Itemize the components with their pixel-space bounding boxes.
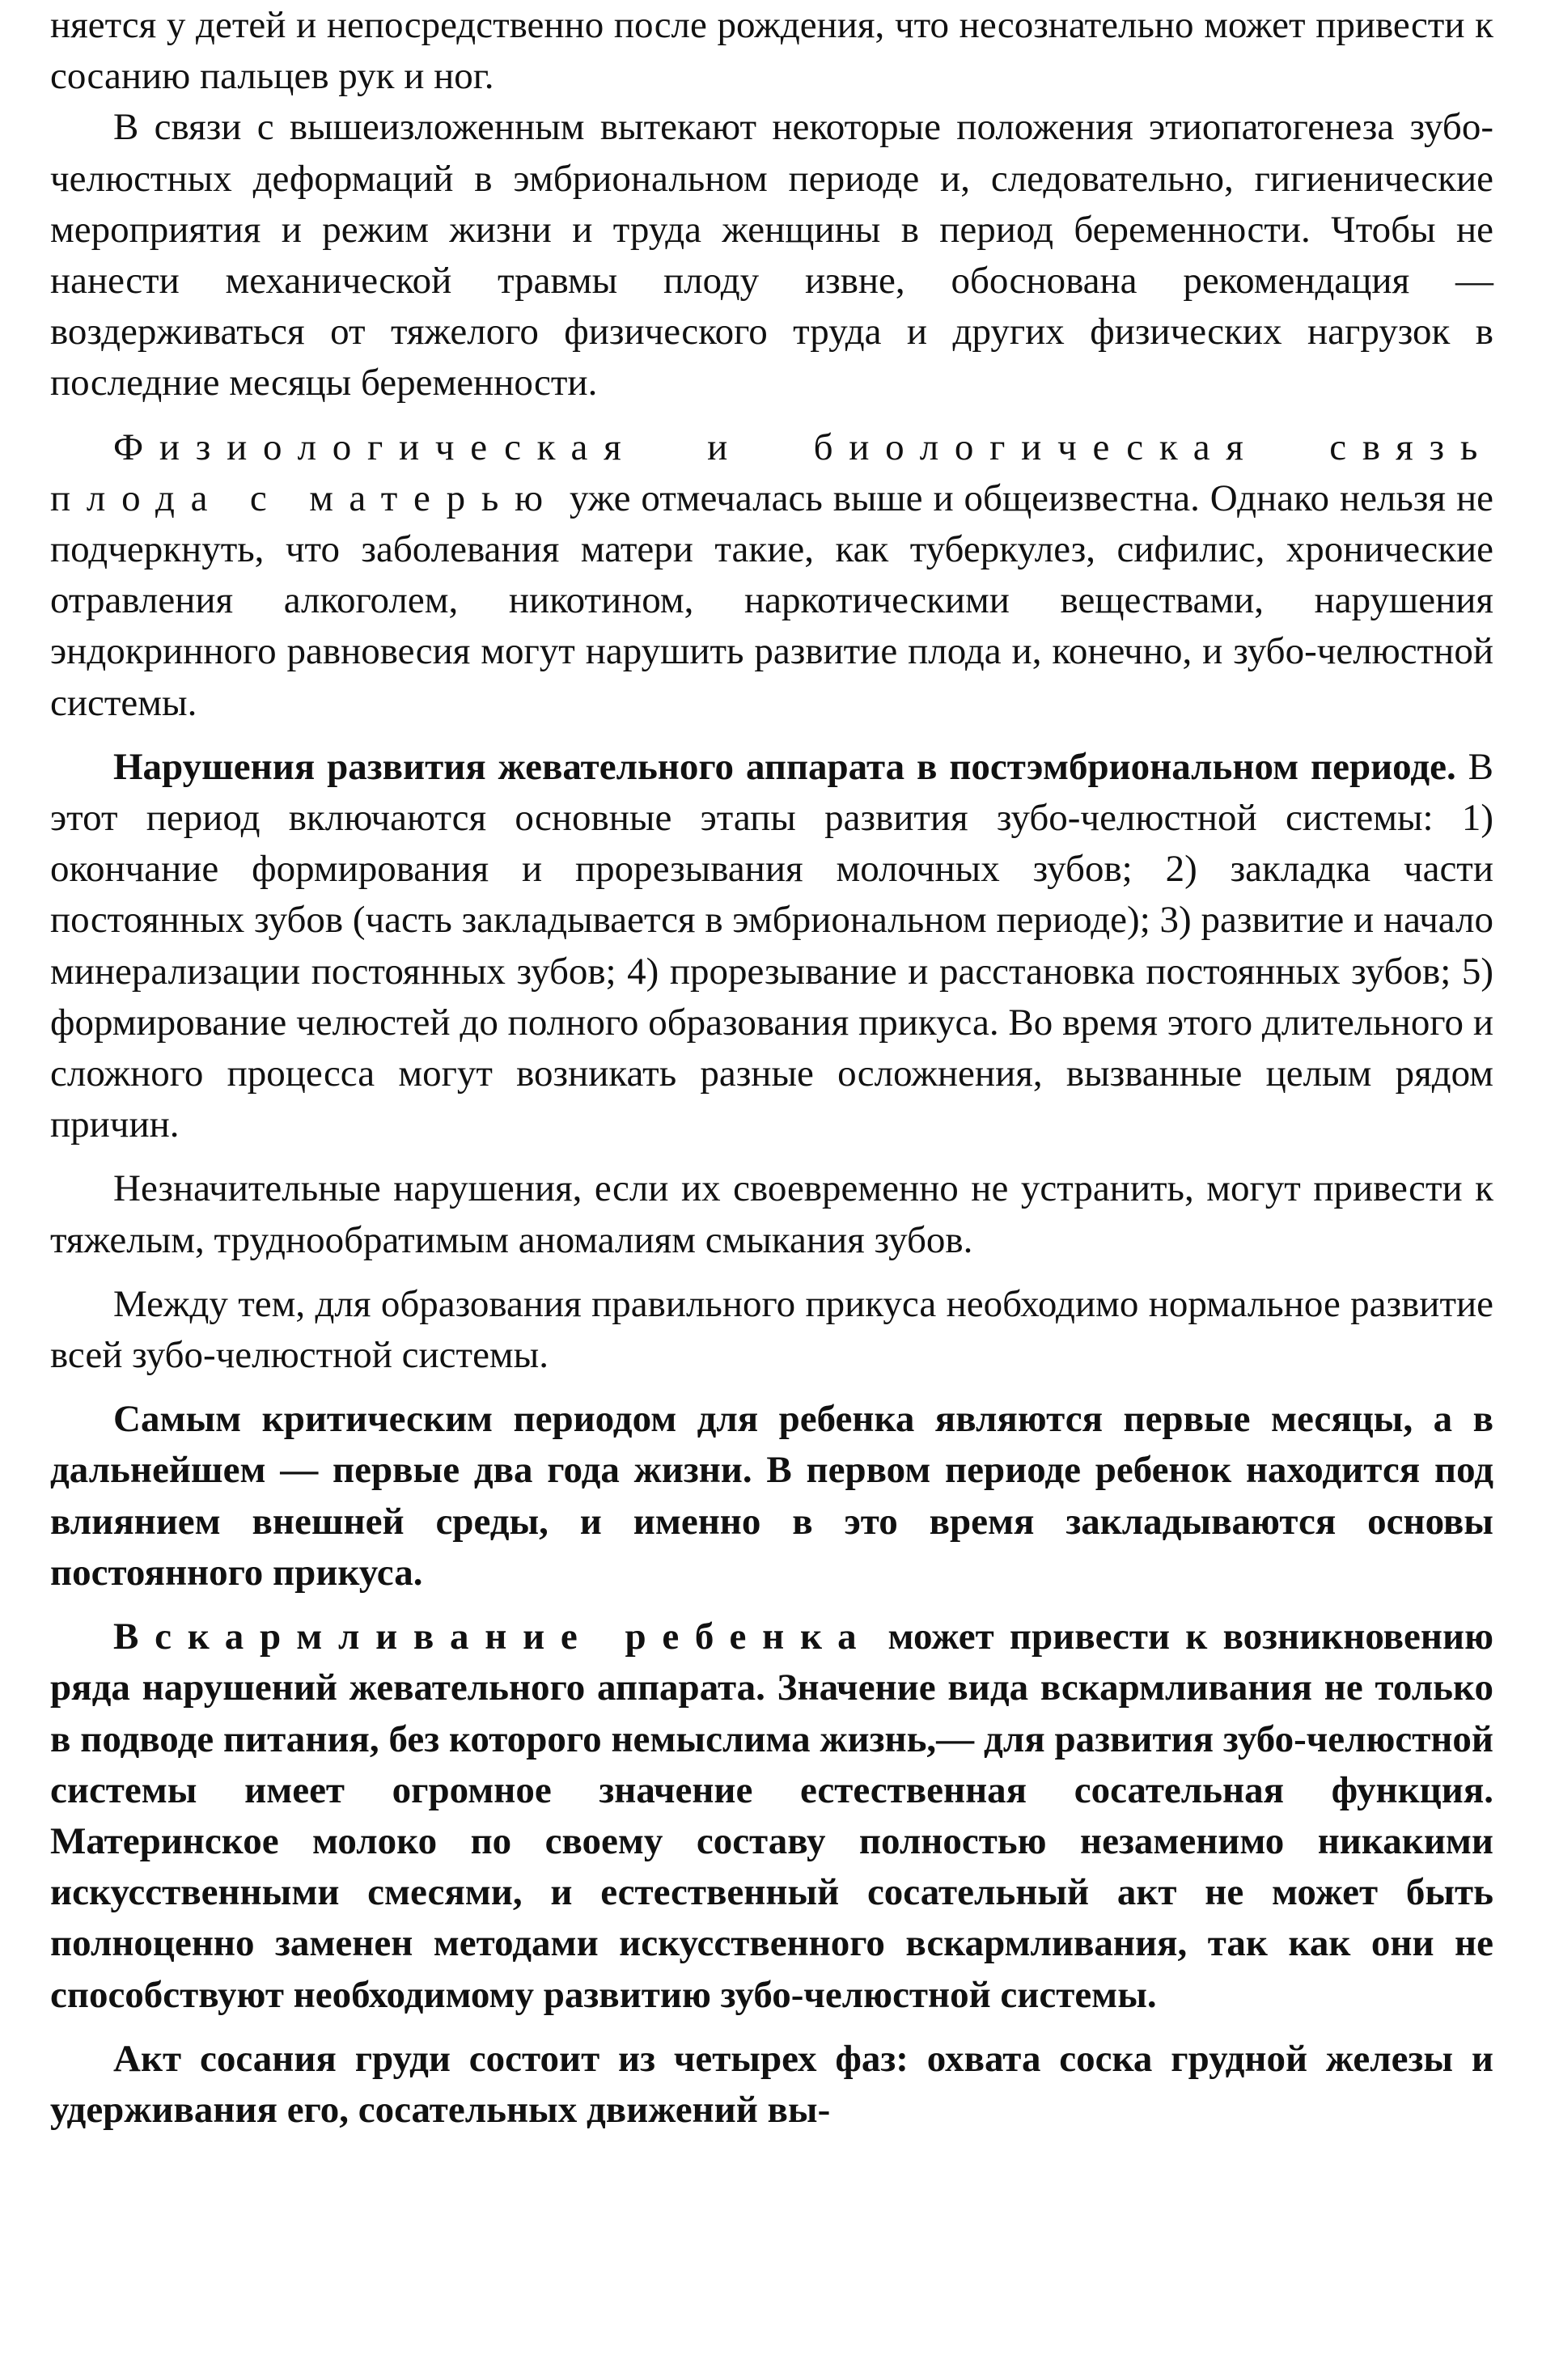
book-page [50,0,1493,2136]
paragraph-text: может привести к возникновению ряда нарушений жевательного аппарата. Значение вида вскармливания не только в подводе питания, без которого немыслима жизнь,— для развития зубо-челюстной системы имеет огромное значение естественная сосательная функция. Материнское молоко по своему составу полностью незаменимо никакими искусственными смесями, и естественный сосательный акт не может быть полноценно заменен методами искусственного вскармливания, так как они не способствуют необходимому развитию зубо-челюстной системы. [50,1616,1493,2016]
spaced-emphasis-term: Вскармливание ребенка [113,1616,873,1658]
paragraph-postembryonic-period [50,742,1493,1151]
paragraph-text: В этот период включаются основные этапы развития зубо-челюстной системы: 1) окончание формирования и прорезывания молочных зубов; 2) закладка части постоянных зубов (часть закладывается в эмбриональном периоде); 3) развитие и начало минерализации постоянных зубов; 4) прорезывание и расстановка постоянных зубов; 5) формирование челюстей до полного образования прикуса. Во время этого длительного и сложного процесса могут возникать разные осложнения, вызванные целым рядом причин. [50,745,1493,1146]
paragraph-text: уже отмечалась выше и общеизвестна. Однако нельзя не подчеркнуть, что заболевания матери такие, как туберкулез, сифилис, хронические отравления алкоголем, никотином, наркотическими веществами, нарушения эндокринного равновесия могут нарушить развитие плода и, конечно, и зубо-челюстной системы. [50,476,1493,724]
paragraph-continuation: няется у детей и непосредственно после рождения, что несознательно может привести к сосанию пальцев рук и ног. [50,4,1493,98]
section-heading: Нарушения развития жевательного аппарата в постэмбриональном периоде. [113,745,1456,788]
paragraph-minor-disorders: Незначительные нарушения, если их своевременно не устранить, могут привести к тяжелым, труднообратимым аномалиям смыкания зубов. [50,1167,1493,1261]
paragraph-normal-development: Между тем, для образования правильного прикуса необходимо нормальное развитие всей зубо-челюстной системы. [50,1282,1493,1377]
spaced-emphasis-term: Физиологическая и биологическая связь плода с матерью [50,426,1493,519]
paragraph-critical-period: Самым критическим периодом для ребенка являются первые месяцы, а в дальнейшем — первые два года жизни. В первом периоде ребенок находится под влиянием внешней среды, и именно в это время закладываются основы постоянного прикуса. [50,1398,1493,1594]
paragraph-embryonic-period: В связи с вышеизложенным вытекают некоторые положения этиопатогенеза зубо-челюстных деформаций в эмбриональном периоде и, следовательно, гигиенические мероприятия и режим жизни и труда женщины в период беременности. Чтобы не нанести механической травмы плоду извне, обоснована рекомендация — воздерживаться от тяжелого физического труда и других физических нагрузок в последние месяцы беременности. [50,106,1493,404]
paragraph-mother-fetus-link [50,422,1493,729]
paragraph-sucking-act: Акт сосания груди состоит из четырех фаз: охвата соска грудной железы и удерживания его, сосательных движений вы- [50,2037,1493,2131]
paragraph-feeding [50,1611,1493,2021]
